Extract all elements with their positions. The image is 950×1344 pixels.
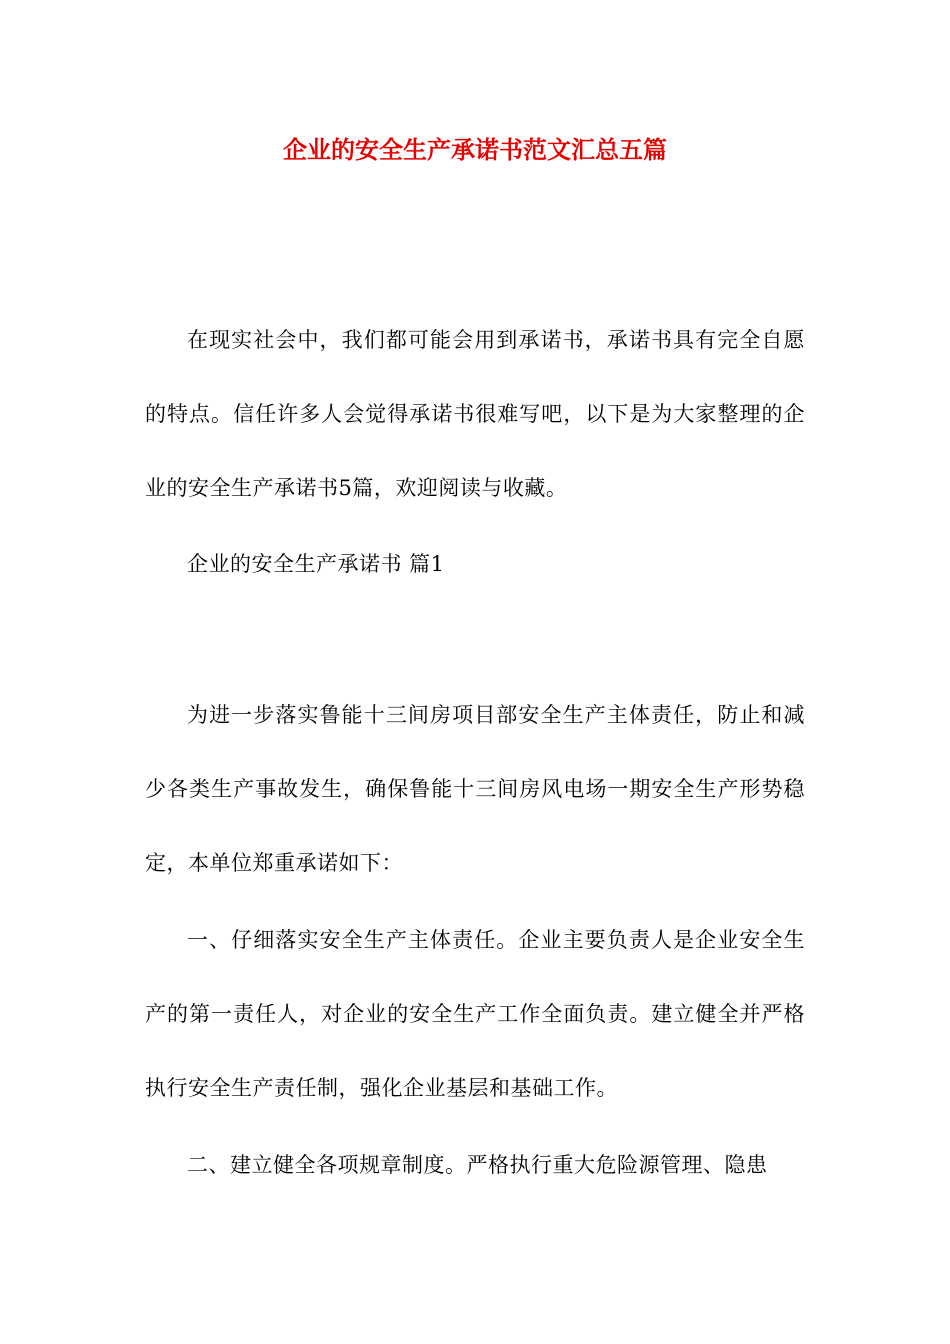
intro-paragraph: 在现实社会中，我们都可能会用到承诺书，承诺书具有完全自愿的特点。信任许多人会觉得承诺书很难写吧，以下是为大家整理的企业的安全生产承诺书5篇，欢迎阅读与收藏。: [145, 328, 805, 500]
body-paragraph-2: 一、仔细落实安全生产主体责任。企业主要负责人是企业安全生产的第一责任人，对企业的安全生产工作全面负责。建立健全并严格执行安全生产责任制，强化企业基层和基础工作。: [145, 928, 805, 1100]
document-title: 企业的安全生产承诺书范文汇总五篇: [283, 135, 667, 164]
body-paragraph-3: 二、建立健全各项规章制度。严格执行重大危险源管理、隐患: [187, 1153, 768, 1177]
section-heading: 企业的安全生产承诺书 篇1: [187, 552, 445, 576]
body-paragraph-1: 为进一步落实鲁能十三间房项目部安全生产主体责任，防止和减少各类生产事故发生，确保鲁能十三间房风电场一期安全生产形势稳定，本单位郑重承诺如下：: [145, 703, 805, 875]
